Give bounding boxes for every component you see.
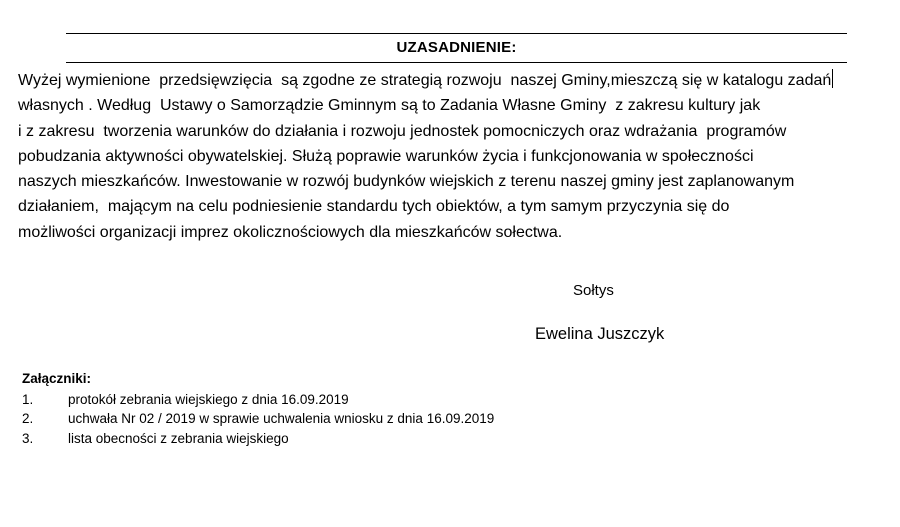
paragraph-line: naszych mieszkańców. Inwestowanie w rozwój budynków wiejskich z terenu naszej gminy jest zaplanowanym (18, 173, 795, 191)
attachment-number: 3. (22, 430, 34, 446)
heading-top-rule (66, 33, 847, 34)
attachment-text: protokół zebrania wiejskiego z dnia 16.09.2019 (68, 392, 349, 407)
paragraph-line: pobudzania aktywności obywatelskiej. Służą poprawie warunków życia i funkcjonowania w społeczności (18, 147, 754, 165)
signature-role: Sołtys (573, 282, 614, 299)
signature-name: Ewelina Juszczyk (535, 325, 665, 343)
attachment-item (22, 390, 494, 409)
attachment-text: uchwała Nr 02 / 2019 w sprawie uchwalenia wniosku z dnia 16.09.2019 (68, 411, 495, 427)
justification-paragraph[interactable] (18, 68, 894, 245)
document-heading: UZASADNIENIE: (396, 39, 517, 56)
paragraph-line: możliwości organizacji imprez okolicznościowych dla mieszkańców sołectwa. (18, 223, 563, 241)
attachment-item (22, 429, 494, 448)
text-cursor (832, 69, 833, 88)
paragraph-line: i z zakresu tworzenia warunków do działania i rozwoju jednostek pomocniczych oraz wdrażania programów (18, 122, 787, 140)
attachment-text: lista obecności z zebrania wiejskiego (68, 430, 289, 446)
attachment-number: 1. (22, 392, 34, 407)
attachments-heading: Załączniki: (22, 371, 92, 386)
attachment-item (22, 409, 494, 428)
heading-bottom-rule (66, 62, 847, 63)
attachments-list (22, 390, 494, 448)
paragraph-line: działaniem, mającym na celu podniesienie standardu tych obiektów, a tym samym przyczynia się do (18, 198, 730, 216)
paragraph-line: Wyżej wymienione przedsięwzięcia są zgodne ze strategią rozwoju naszej Gminy,mieszczą się w katalogu zadań (18, 68, 894, 93)
attachment-number: 2. (22, 411, 34, 427)
paragraph-line: własnych . Według Ustawy o Samorządzie Gminnym są to Zadania Własne Gminy z zakresu kultury jak (18, 97, 761, 115)
